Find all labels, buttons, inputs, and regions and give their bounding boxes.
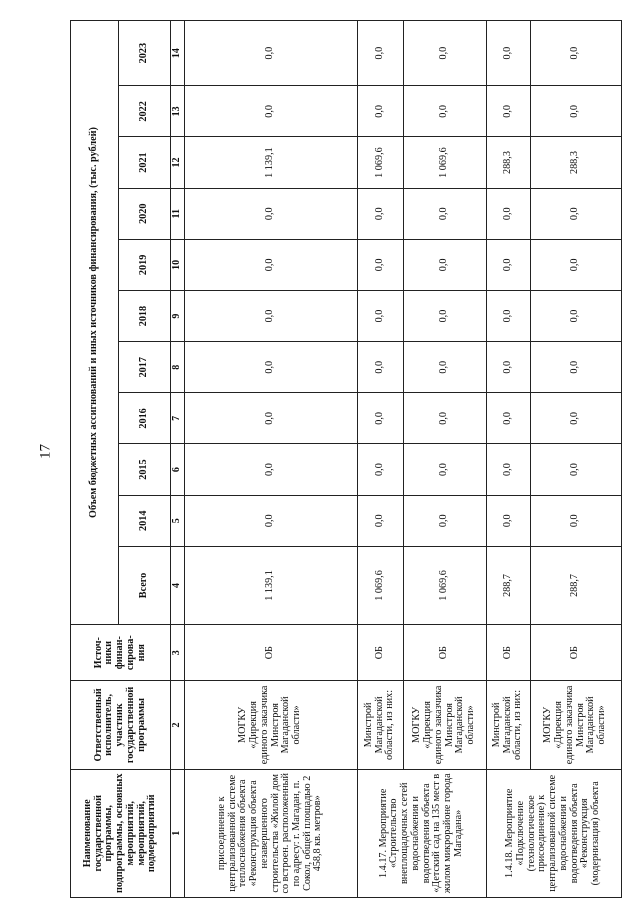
value-cell: 0,0 <box>357 444 403 495</box>
value-cell: 0,0 <box>530 188 621 239</box>
value-cell: 0,0 <box>530 290 621 341</box>
index-cell: 14 <box>171 21 185 86</box>
header-year: 2015 <box>119 444 171 495</box>
header-program-name: Наименование государственной программы, подпрограммы, основных мероприятий, мероприятий, подмероприятий <box>71 769 171 897</box>
header-year: 2023 <box>119 21 171 86</box>
executor-cell: МОГКУ «Дирекция единого заказчика Минстроя Магаданской области» <box>184 681 357 769</box>
source-cell: ОБ <box>486 625 530 681</box>
value-cell: 0,0 <box>486 495 530 546</box>
page-number: 17 <box>37 444 54 459</box>
value-cell: 0,0 <box>357 239 403 290</box>
value-cell: 0,0 <box>486 239 530 290</box>
table-row <box>357 21 403 898</box>
index-cell: 12 <box>171 137 185 188</box>
value-cell: 0,0 <box>530 239 621 290</box>
executor-cell: МОГКУ «Дирекция единого заказчика Минстроя Магаданской области» <box>530 681 621 769</box>
value-cell: 0,0 <box>486 188 530 239</box>
index-cell: 9 <box>171 290 185 341</box>
value-cell: 0,0 <box>403 188 486 239</box>
value-cell: 0,0 <box>530 342 621 393</box>
source-cell: ОБ <box>184 625 357 681</box>
value-cell: 1 069,6 <box>403 137 486 188</box>
value-cell: 0,0 <box>357 495 403 546</box>
value-cell: 0,0 <box>403 86 486 137</box>
value-cell: 0,0 <box>530 495 621 546</box>
index-cell: 2 <box>171 681 185 769</box>
value-cell: 0,0 <box>403 290 486 341</box>
header-year: 2019 <box>119 239 171 290</box>
value-cell: 0,0 <box>530 444 621 495</box>
value-cell: 0,0 <box>486 21 530 86</box>
source-cell: ОБ <box>357 625 403 681</box>
value-cell: 0,0 <box>357 188 403 239</box>
table-row <box>486 21 530 898</box>
value-cell: 1 069,6 <box>357 546 403 624</box>
value-cell: 0,0 <box>357 393 403 444</box>
value-cell: 0,0 <box>486 393 530 444</box>
value-cell: 0,0 <box>530 21 621 86</box>
table-row <box>530 21 621 898</box>
header-year: 2018 <box>119 290 171 341</box>
rotated-table-frame <box>70 20 620 898</box>
value-cell: 288,7 <box>530 546 621 624</box>
program-name-cell: присоединение к централизованной системе теплоснабжения объекта «Реконструкция объекта незавершенного строительства «Жилой дом со встроен. расположенный по адресу: г. Магадан, п. Сокол, общей площадью 2 458,8 кв. метров» <box>184 769 357 897</box>
budget-table-wrapper <box>70 20 620 898</box>
header-year: 2017 <box>119 342 171 393</box>
value-cell: 0,0 <box>184 342 357 393</box>
value-cell: 0,0 <box>403 495 486 546</box>
table-row <box>403 21 486 898</box>
source-cell: ОБ <box>403 625 486 681</box>
index-cell: 4 <box>171 546 185 624</box>
value-cell: 0,0 <box>403 444 486 495</box>
index-row <box>171 21 185 898</box>
value-cell: 0,0 <box>184 86 357 137</box>
value-cell: 0,0 <box>486 86 530 137</box>
program-name-cell: 1.4.17. Мероприятие «Строительство внеплощадочных сетей водоснабжения и водоотведения объекта «Детский сад на 135 мест в жилом микрорайоне города Магадана» <box>357 769 486 897</box>
value-cell: 0,0 <box>403 239 486 290</box>
value-cell: 0,0 <box>184 495 357 546</box>
executor-cell: МОГКУ «Дирекция единого заказчика Минстроя Магаданской области» <box>403 681 486 769</box>
value-cell: 0,0 <box>530 86 621 137</box>
value-cell: 0,0 <box>184 21 357 86</box>
value-cell: 0,0 <box>184 444 357 495</box>
header-sources: Источ-ники финан-сирова-ния <box>71 625 171 681</box>
value-cell: 0,0 <box>184 290 357 341</box>
executor-cell: Минстрой Магаданской области, из них: <box>486 681 530 769</box>
value-cell: 0,0 <box>357 86 403 137</box>
source-cell: ОБ <box>530 625 621 681</box>
value-cell: 0,0 <box>184 239 357 290</box>
index-cell: 3 <box>171 625 185 681</box>
value-cell: 0,0 <box>357 290 403 341</box>
value-cell: 1 139,1 <box>184 137 357 188</box>
value-cell: 288,3 <box>530 137 621 188</box>
value-cell: 288,7 <box>486 546 530 624</box>
value-cell: 0,0 <box>357 342 403 393</box>
value-cell: 0,0 <box>530 393 621 444</box>
table-row <box>184 21 357 898</box>
index-cell: 10 <box>171 239 185 290</box>
header-year: 2014 <box>119 495 171 546</box>
header-year: 2020 <box>119 188 171 239</box>
value-cell: 0,0 <box>184 188 357 239</box>
header-funding: Объем бюджетных ассигнований и иных источников финансирования, (тыс. рублей) <box>71 21 119 625</box>
header-year: Всего <box>119 546 171 624</box>
value-cell: 1 069,6 <box>403 546 486 624</box>
value-cell: 0,0 <box>403 393 486 444</box>
value-cell: 1 139,1 <box>184 546 357 624</box>
program-name-cell: 1.4.18. Мероприятие «Подключение (технологическое присоединение) к централизованной системе водоснабжения и водоотведения объекта «Реконструкция (модернизация) объекта <box>486 769 621 897</box>
index-cell: 7 <box>171 393 185 444</box>
value-cell: 288,3 <box>486 137 530 188</box>
header-year: 2016 <box>119 393 171 444</box>
value-cell: 0,0 <box>403 21 486 86</box>
value-cell: 1 069,6 <box>357 137 403 188</box>
executor-cell: Минстрой Магаданской области, из них: <box>357 681 403 769</box>
index-cell: 5 <box>171 495 185 546</box>
budget-table <box>70 20 622 898</box>
value-cell: 0,0 <box>184 393 357 444</box>
value-cell: 0,0 <box>403 342 486 393</box>
index-cell: 6 <box>171 444 185 495</box>
header-year: 2022 <box>119 86 171 137</box>
header-year: 2021 <box>119 137 171 188</box>
value-cell: 0,0 <box>486 342 530 393</box>
index-cell: 1 <box>171 769 185 897</box>
header-executor: Ответственный исполнитель, участник государственной программы <box>71 681 171 769</box>
value-cell: 0,0 <box>486 290 530 341</box>
value-cell: 0,0 <box>486 444 530 495</box>
index-cell: 11 <box>171 188 185 239</box>
value-cell: 0,0 <box>357 21 403 86</box>
index-cell: 13 <box>171 86 185 137</box>
index-cell: 8 <box>171 342 185 393</box>
